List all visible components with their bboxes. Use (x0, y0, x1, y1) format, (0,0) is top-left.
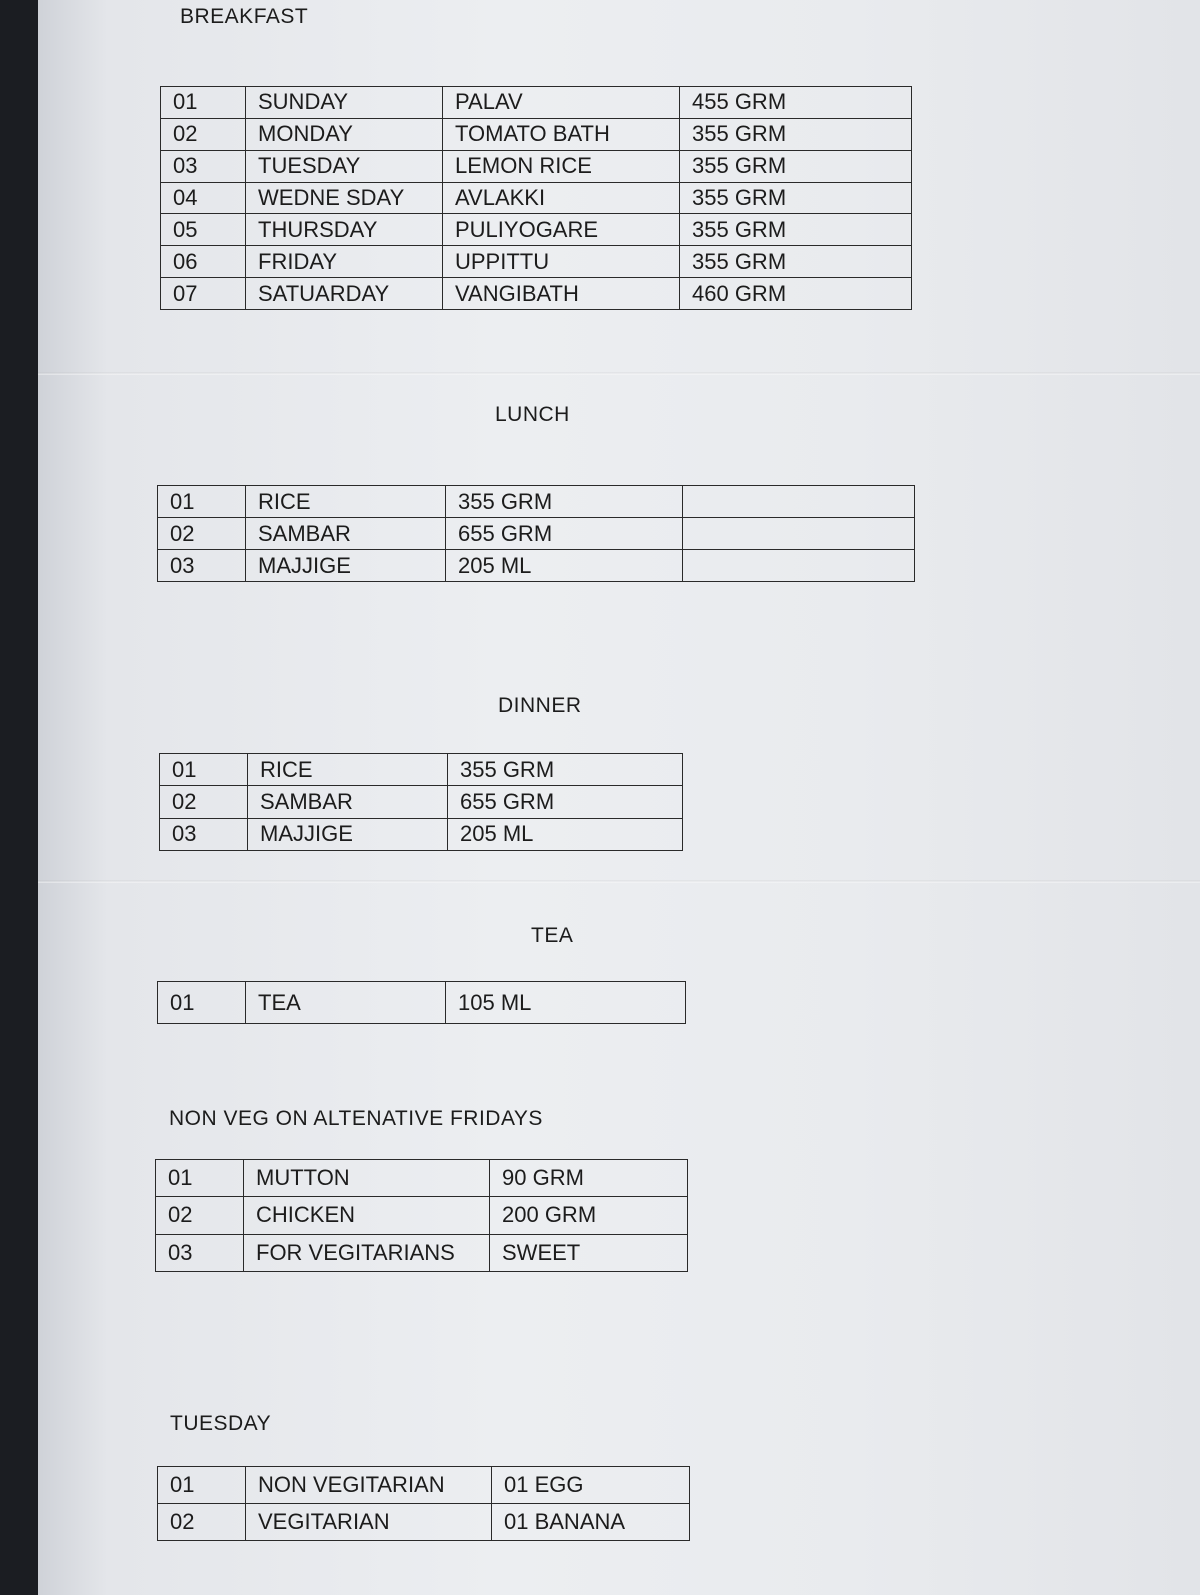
row-day: SUNDAY (246, 87, 443, 119)
row-day: FRIDAY (246, 246, 443, 278)
row-item: SAMBAR (248, 786, 448, 818)
row-empty-cell (683, 518, 915, 550)
lunch-table (157, 485, 915, 582)
paper-fold (38, 372, 1200, 375)
table-row (158, 982, 686, 1024)
table-row (160, 818, 683, 850)
row-number: 02 (156, 1197, 244, 1234)
table-row (156, 1160, 688, 1197)
row-item: CHICKEN (244, 1197, 490, 1234)
row-quantity: 01 BANANA (492, 1504, 690, 1541)
row-quantity: 355 GRM (680, 214, 912, 246)
row-number: 06 (161, 246, 246, 278)
row-quantity: 655 GRM (446, 518, 683, 550)
table-row (161, 182, 912, 214)
row-number: 03 (160, 818, 248, 850)
table-row (158, 1504, 690, 1541)
row-quantity: 355 GRM (680, 118, 912, 150)
row-quantity: 205 ML (448, 818, 683, 850)
row-item: RICE (248, 754, 448, 786)
table-row (158, 518, 915, 550)
table-row (156, 1197, 688, 1234)
row-day: SATUARDAY (246, 278, 443, 310)
table-row (161, 278, 912, 310)
lunch-heading: LUNCH (495, 403, 570, 426)
row-item: VEGITARIAN (246, 1504, 492, 1541)
row-item: NON VEGITARIAN (246, 1467, 492, 1504)
row-quantity: 455 GRM (680, 87, 912, 119)
breakfast-table (160, 86, 912, 310)
row-item: LEMON RICE (443, 150, 680, 182)
row-item: UPPITTU (443, 246, 680, 278)
row-day: WEDNE SDAY (246, 182, 443, 214)
table-row (161, 118, 912, 150)
row-item: VANGIBATH (443, 278, 680, 310)
table-row (160, 786, 683, 818)
row-item: FOR VEGITARIANS (244, 1234, 490, 1271)
row-item: TEA (246, 982, 446, 1024)
row-number: 03 (156, 1234, 244, 1271)
tuesday-heading: TUESDAY (170, 1412, 272, 1435)
row-number: 01 (158, 982, 246, 1024)
table-row (161, 214, 912, 246)
row-number: 03 (158, 550, 246, 582)
row-item: PALAV (443, 87, 680, 119)
tea-heading: TEA (531, 924, 574, 947)
tuesday-table (157, 1466, 690, 1541)
dinner-table (159, 753, 683, 851)
row-quantity: 01 EGG (492, 1467, 690, 1504)
row-quantity: 355 GRM (680, 246, 912, 278)
nonveg-heading: NON VEG ON ALTENATIVE FRIDAYS (169, 1107, 543, 1130)
row-number: 07 (161, 278, 246, 310)
row-item: MAJJIGE (248, 818, 448, 850)
row-empty-cell (683, 550, 915, 582)
row-item: SAMBAR (246, 518, 446, 550)
row-number: 04 (161, 182, 246, 214)
row-day: TUESDAY (246, 150, 443, 182)
table-row (158, 486, 915, 518)
row-item: AVLAKKI (443, 182, 680, 214)
row-number: 02 (161, 118, 246, 150)
row-number: 02 (158, 1504, 246, 1541)
row-number: 01 (156, 1160, 244, 1197)
row-number: 02 (160, 786, 248, 818)
nonveg-table (155, 1159, 688, 1272)
row-quantity: 355 GRM (446, 486, 683, 518)
table-row (161, 87, 912, 119)
table-row (156, 1234, 688, 1271)
paper-fold (38, 880, 1200, 883)
table-row (158, 550, 915, 582)
breakfast-heading: BREAKFAST (180, 5, 309, 28)
row-quantity: 355 GRM (680, 150, 912, 182)
row-number: 02 (158, 518, 246, 550)
dinner-heading: DINNER (498, 694, 582, 717)
table-row (158, 1467, 690, 1504)
row-quantity: 655 GRM (448, 786, 683, 818)
row-item: MAJJIGE (246, 550, 446, 582)
row-quantity: 200 GRM (490, 1197, 688, 1234)
row-day: THURSDAY (246, 214, 443, 246)
row-number: 01 (160, 754, 248, 786)
tea-table (157, 981, 686, 1024)
row-item: PULIYOGARE (443, 214, 680, 246)
row-item: TOMATO BATH (443, 118, 680, 150)
table-row (161, 150, 912, 182)
row-item: RICE (246, 486, 446, 518)
row-quantity: 355 GRM (680, 182, 912, 214)
row-quantity: 105 ML (446, 982, 686, 1024)
row-number: 05 (161, 214, 246, 246)
row-number: 01 (158, 1467, 246, 1504)
table-row (161, 246, 912, 278)
row-quantity: SWEET (490, 1234, 688, 1271)
row-number: 03 (161, 150, 246, 182)
row-number: 01 (158, 486, 246, 518)
row-quantity: 460 GRM (680, 278, 912, 310)
row-quantity: 90 GRM (490, 1160, 688, 1197)
row-number: 01 (161, 87, 246, 119)
table-row (160, 754, 683, 786)
row-empty-cell (683, 486, 915, 518)
row-quantity: 205 ML (446, 550, 683, 582)
row-day: MONDAY (246, 118, 443, 150)
row-item: MUTTON (244, 1160, 490, 1197)
row-quantity: 355 GRM (448, 754, 683, 786)
